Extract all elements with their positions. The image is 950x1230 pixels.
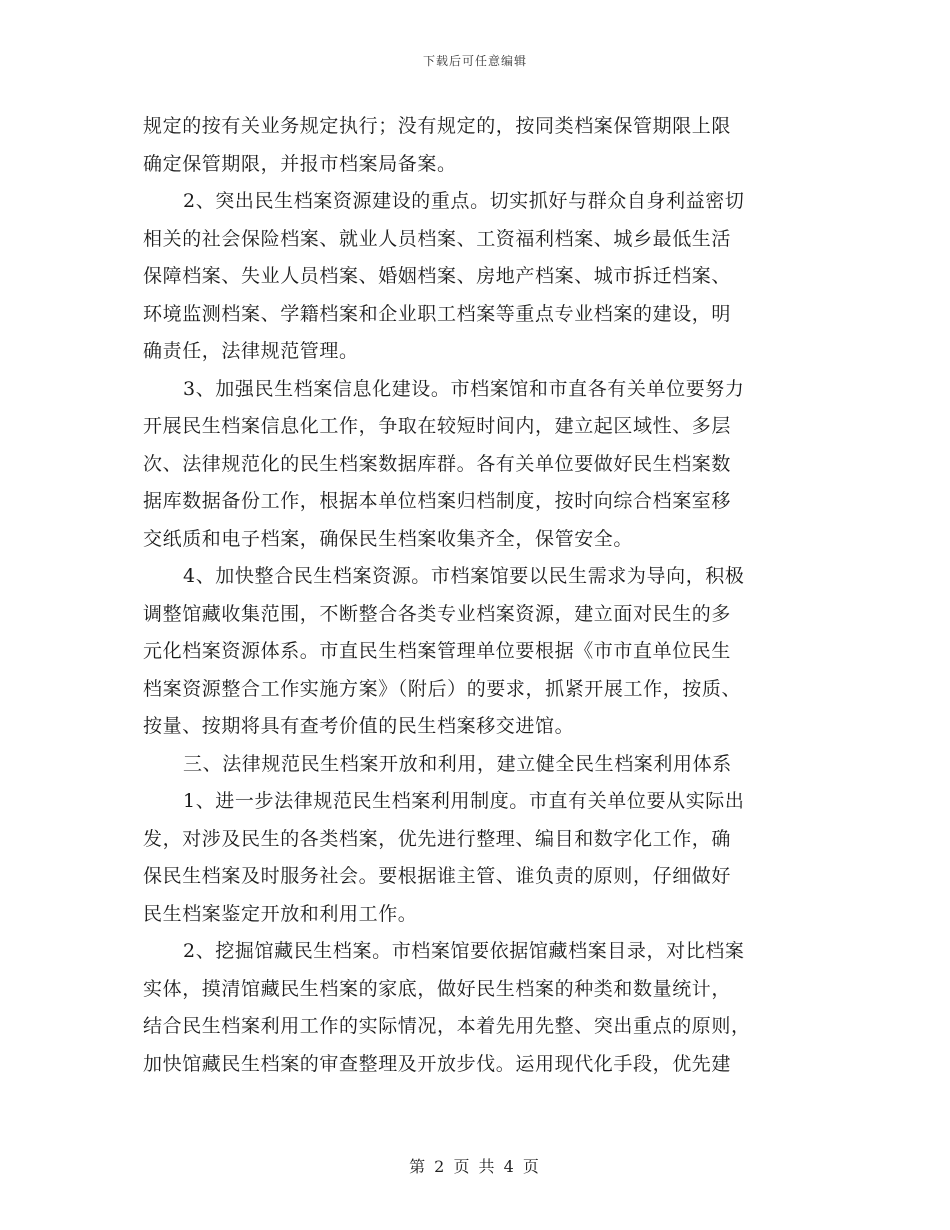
text-line: 4、加快整合民生档案资源。市档案馆要以民生需求为导向，积极 bbox=[183, 565, 745, 587]
text-line: 交纸质和电子档案，确保民生档案收集齐全，保管安全。 bbox=[143, 527, 634, 550]
page-number: 第 2 页 共 4 页 bbox=[409, 1157, 541, 1176]
text-line: 档案资源整合工作实施方案》（附后）的要求，抓紧开展工作，按质、 bbox=[143, 677, 742, 700]
text-line: 环境监测档案、学籍档案和企业职工档案等重点专业档案的建设，明 bbox=[143, 302, 732, 325]
text-line: 民生档案鉴定开放和利用工作。 bbox=[143, 902, 418, 925]
page-header: 下载后可任意编辑 bbox=[422, 54, 527, 68]
text-line: 次、法律规范化的民生档案数据库群。各有关单位要做好民生档案数 bbox=[143, 452, 732, 475]
text-line: 1、进一步法律规范民生档案利用制度。市直有关单位要从实际出 bbox=[183, 790, 745, 812]
section-heading: 三、法律规范民生档案开放和利用，建立健全民生档案利用体系 bbox=[183, 752, 732, 775]
text-line: 保民生档案及时服务社会。要根据谁主管、谁负责的原则，仔细做好 bbox=[143, 865, 732, 887]
text-line: 保障档案、失业人员档案、婚姻档案、房地产档案、城市拆迁档案、 bbox=[143, 265, 732, 287]
document-body bbox=[143, 108, 813, 1083]
text-line: 确定保管期限，并报市档案局备案。 bbox=[143, 152, 457, 175]
text-line: 规定的按有关业务规定执行；没有规定的，按同类档案保管期限上限 bbox=[143, 115, 732, 137]
text-line: 相关的社会保险档案、就业人员档案、工资福利档案、城乡最低生活 bbox=[143, 227, 732, 250]
text-line: 按量、按期将具有查考价值的民生档案移交进馆。 bbox=[143, 715, 575, 737]
text-line: 实体，摸清馆藏民生档案的家底，做好民生档案的种类和数量统计， bbox=[143, 977, 732, 1000]
text-line: 加快馆藏民生档案的审查整理及开放步伐。运用现代化手段，优先建 bbox=[143, 1052, 732, 1075]
text-line: 2、突出民生档案资源建设的重点。切实抓好与群众自身利益密切 bbox=[183, 190, 745, 212]
text-line: 调整馆藏收集范围，不断整合各类专业档案资源，建立面对民生的多 bbox=[143, 602, 732, 625]
text-line: 元化档案资源体系。市直民生档案管理单位要根据《市市直单位民生 bbox=[143, 640, 732, 662]
text-line: 结合民生档案利用工作的实际情况，本着先用先整、突出重点的原则， bbox=[143, 1015, 751, 1037]
text-line: 发，对涉及民生的各类档案，优先进行整理、编目和数字化工作，确 bbox=[143, 827, 732, 850]
text-line: 3、加强民生档案信息化建设。市档案馆和市直各有关单位要努力 bbox=[183, 377, 745, 400]
text-line: 开展民生档案信息化工作，争取在较短时间内，建立起区域性、多层 bbox=[143, 415, 732, 437]
text-line: 据库数据备份工作，根据本单位档案归档制度，按时向综合档案室移 bbox=[143, 490, 732, 512]
text-line: 确责任，法律规范管理。 bbox=[143, 340, 359, 362]
text-line: 2、挖掘馆藏民生档案。市档案馆要依据馆藏档案目录，对比档案 bbox=[183, 940, 745, 962]
